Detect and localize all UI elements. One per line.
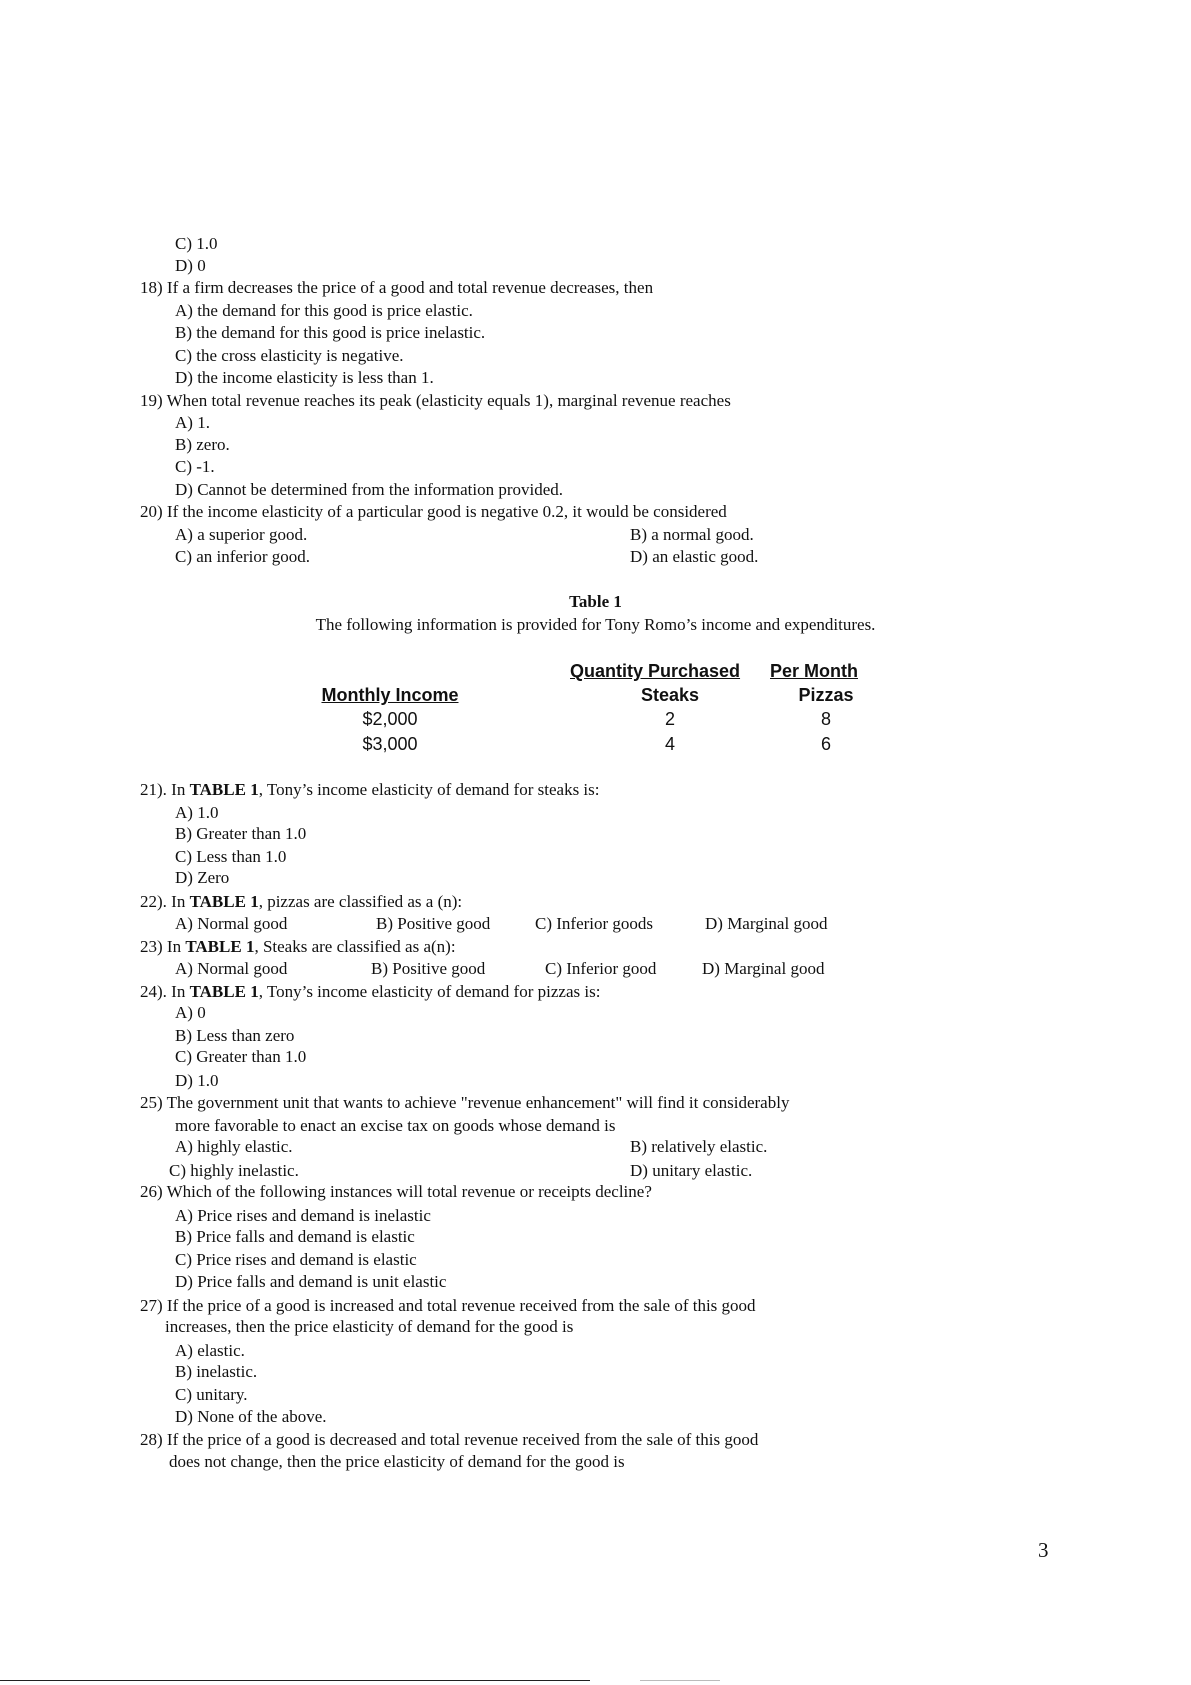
q23-option-a: A) Normal good	[175, 959, 288, 978]
q18-stem: 18) If a firm decreases the price of a good and total revenue decreases, then	[140, 278, 654, 297]
q25-stem: 25) The government unit that wants to achieve "revenue enhancement" will find it considerably	[140, 1093, 790, 1112]
q20-option-b: B) a normal good.	[630, 525, 754, 544]
q19-option-c: C) -1.	[175, 457, 215, 476]
q24-option-c: C) Greater than 1.0	[175, 1047, 307, 1066]
q18-option-d: D) the income elasticity is less than 1.	[175, 368, 434, 387]
q27-option-a: A) elastic.	[175, 1341, 245, 1360]
q24-option-a: A) 0	[175, 1003, 206, 1022]
table1-cell-steaks: 2	[664, 709, 675, 729]
q21-stem: 21). In TABLE 1, Tony’s income elasticity of demand for steaks is:	[140, 780, 600, 799]
q26-option-b: B) Price falls and demand is elastic	[175, 1227, 415, 1246]
q25-stem-continued: more favorable to enact an excise tax on goods whose demand is	[175, 1116, 616, 1135]
footer-rule	[0, 1680, 590, 1681]
table1-caption: The following information is provided for Tony Romo’s income and expenditures.	[315, 615, 876, 634]
q24-option-d: D) 1.0	[175, 1071, 219, 1090]
q20-option-c: C) an inferior good.	[175, 547, 311, 566]
q19-option-d: D) Cannot be determined from the information provided.	[175, 480, 564, 499]
q26-option-a: A) Price rises and demand is inelastic	[175, 1206, 431, 1225]
q25-option-c: C) highly inelastic.	[169, 1161, 299, 1180]
q24-stem: 24). In TABLE 1, Tony’s income elasticity of demand for pizzas is:	[140, 982, 601, 1001]
page-number: 3	[1038, 1538, 1049, 1562]
q25-option-a: A) highly elastic.	[175, 1137, 293, 1156]
q19-stem: 19) When total revenue reaches its peak (elasticity equals 1), marginal revenue reaches	[140, 391, 731, 410]
q22-option-b: B) Positive good	[376, 914, 491, 933]
q23-stem: 23) In TABLE 1, Steaks are classified as a(n):	[140, 937, 456, 956]
table1-col-pizzas: Pizzas	[798, 685, 854, 705]
table1-cell-pizzas: 8	[820, 709, 831, 729]
footer-rule-faint	[640, 1680, 720, 1681]
q21-option-d: D) Zero	[175, 868, 230, 887]
q20-option-d: D) an elastic good.	[630, 547, 759, 566]
table1-title: Table 1	[569, 592, 622, 611]
q26-stem: 26) Which of the following instances will total revenue or receipts decline?	[140, 1182, 652, 1201]
q27-stem-continued: increases, then the price elasticity of demand for the good is	[165, 1317, 574, 1336]
q23-option-b: B) Positive good	[371, 959, 486, 978]
q19-option-a: A) 1.	[175, 413, 210, 432]
q20-stem: 20) If the income elasticity of a particular good is negative 0.2, it would be considered	[140, 502, 727, 521]
q17-option-d: D) 0	[175, 256, 206, 275]
q24-option-b: B) Less than zero	[175, 1026, 295, 1045]
q21-option-b: B) Greater than 1.0	[175, 824, 307, 843]
q25-option-d: D) unitary elastic.	[630, 1161, 753, 1180]
q27-option-b: B) inelastic.	[175, 1362, 258, 1381]
q18-option-b: B) the demand for this good is price inelastic.	[175, 323, 486, 342]
table1-cell-pizzas: 6	[820, 734, 831, 754]
table1-cell-income: $2,000	[362, 709, 418, 729]
q22-option-a: A) Normal good	[175, 914, 288, 933]
q22-option-c: C) Inferior goods	[535, 914, 654, 933]
q21-option-a: A) 1.0	[175, 803, 219, 822]
q28-stem-continued: does not change, then the price elasticity of demand for the good is	[169, 1452, 625, 1471]
q25-option-b: B) relatively elastic.	[630, 1137, 768, 1156]
q20-option-a: A) a superior good.	[175, 525, 308, 544]
q23-option-d: D) Marginal good	[702, 959, 825, 978]
q22-option-d: D) Marginal good	[705, 914, 828, 933]
table1-header-quantity: Quantity Purchased	[570, 661, 741, 681]
q18-option-a: A) the demand for this good is price elastic.	[175, 301, 473, 320]
q17-option-c: C) 1.0	[175, 234, 218, 253]
q18-option-c: C) the cross elasticity is negative.	[175, 346, 404, 365]
table1-header-per-month: Per Month	[770, 661, 858, 681]
q26-option-d: D) Price falls and demand is unit elastic	[175, 1272, 447, 1291]
q28-stem: 28) If the price of a good is decreased and total revenue received from the sale of this good	[140, 1430, 759, 1449]
table1-cell-income: $3,000	[362, 734, 418, 754]
q22-stem: 22). In TABLE 1, pizzas are classified as a (n):	[140, 892, 463, 911]
table1-cell-steaks: 4	[664, 734, 675, 754]
q21-option-c: C) Less than 1.0	[175, 847, 287, 866]
q19-option-b: B) zero.	[175, 435, 230, 454]
table1-col-steaks: Steaks	[640, 685, 700, 705]
q27-option-c: C) unitary.	[175, 1385, 248, 1404]
table1-col-income: Monthly Income	[321, 685, 459, 705]
q23-option-c: C) Inferior good	[545, 959, 657, 978]
q27-stem: 27) If the price of a good is increased and total revenue received from the sale of this good	[140, 1296, 756, 1315]
q26-option-c: C) Price rises and demand is elastic	[175, 1250, 417, 1269]
q27-option-d: D) None of the above.	[175, 1407, 327, 1426]
